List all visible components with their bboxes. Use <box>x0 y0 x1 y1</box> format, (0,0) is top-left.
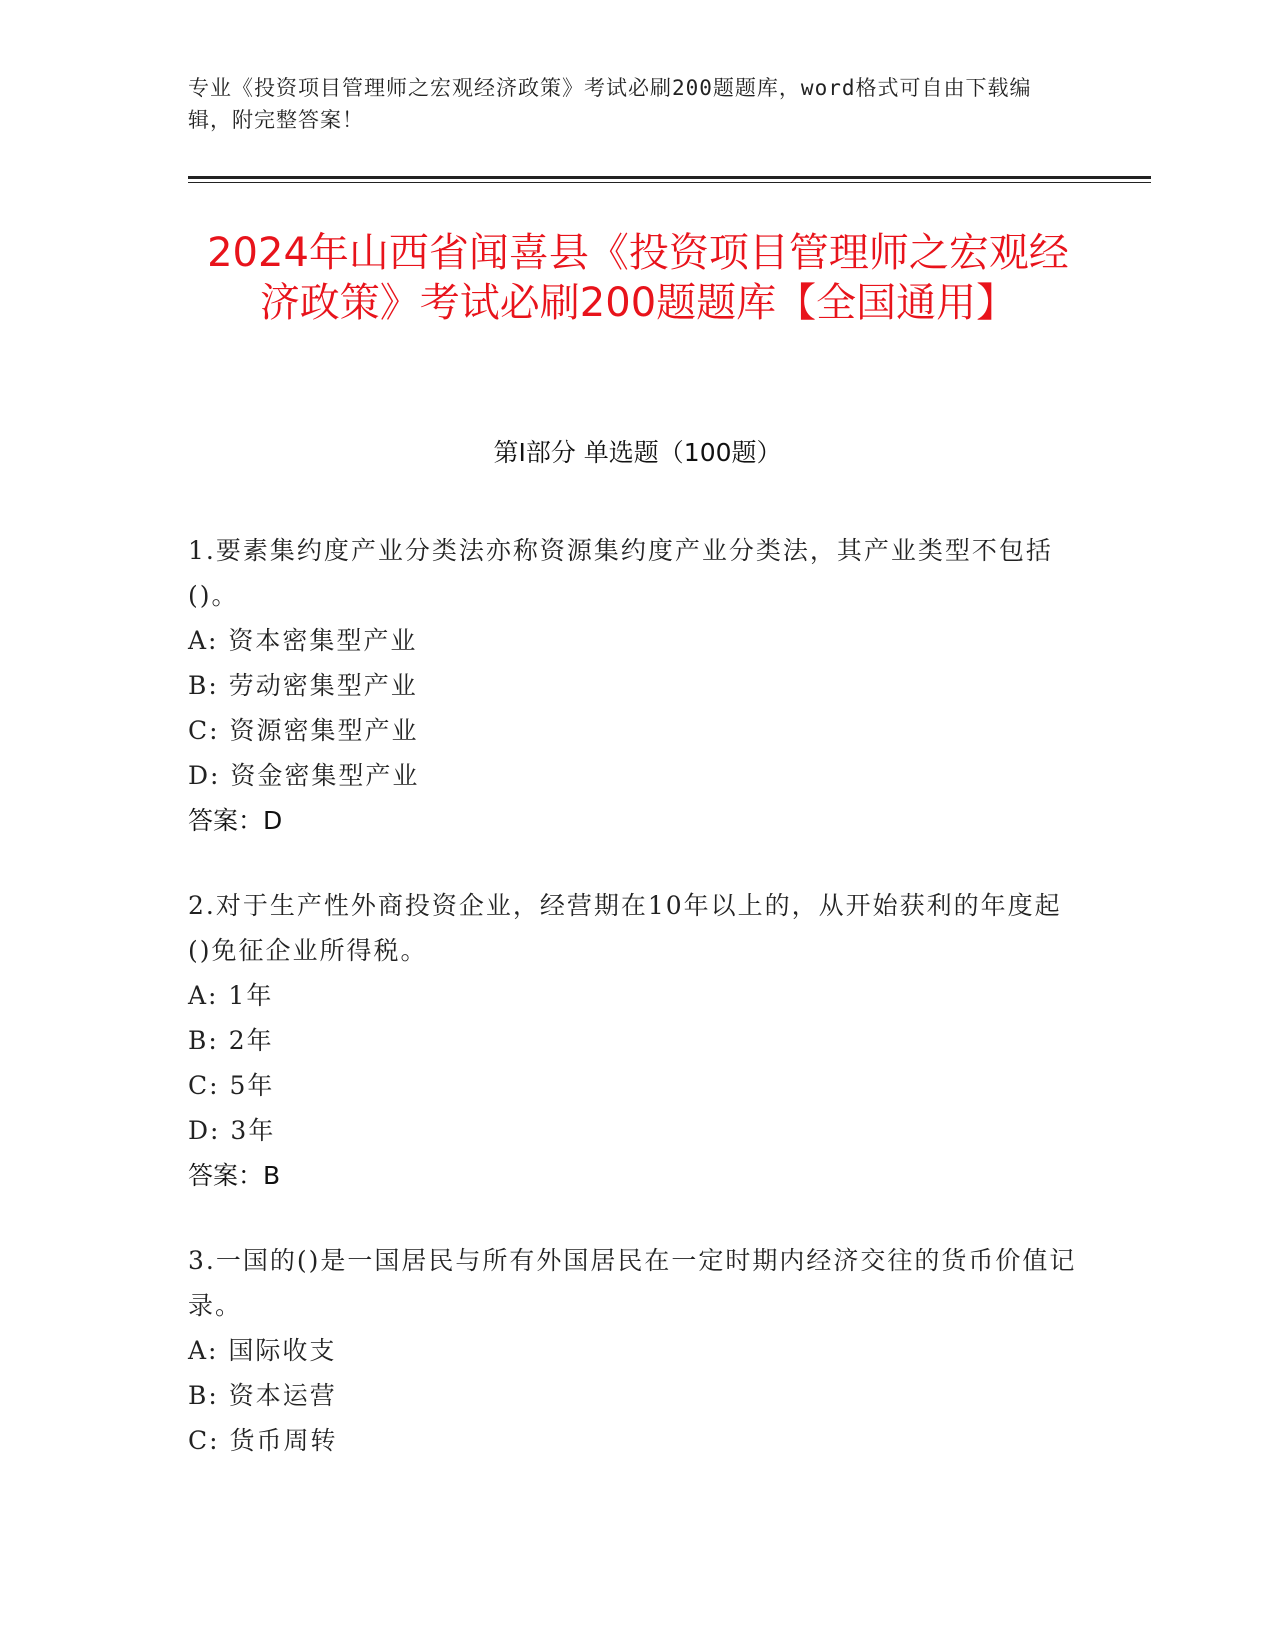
option-b: B: 劳动密集型产业 <box>188 671 418 700</box>
question-list <box>188 528 1078 1503</box>
answer-label: 答案：D <box>188 806 283 835</box>
section-heading: 第Ⅰ部分 单选题（100题） <box>493 438 782 467</box>
option-c: C: 5年 <box>188 1071 275 1100</box>
question-stem: 2.对于生产性外商投资企业，经营期在10年以上的，从开始获利的年度起()免征企业所得税。 <box>188 891 1062 965</box>
option-d: D: 资金密集型产业 <box>188 761 420 790</box>
option-a: A: 1年 <box>188 981 274 1010</box>
question-1 <box>188 528 1078 843</box>
question-2 <box>188 883 1078 1198</box>
question-stem: 3.一国的()是一国居民与所有外国居民在一定时期内经济交往的货币价值记录。 <box>188 1246 1077 1320</box>
answer-label: 答案：B <box>188 1161 281 1190</box>
header-note: 专业《投资项目管理师之宏观经济政策》考试必刷200题题库，word格式可自由下载编辑，附完整答案！ <box>188 76 1032 132</box>
option-d: D: 3年 <box>188 1116 276 1145</box>
header-rule-thin <box>188 182 1151 183</box>
option-b: B: 资本运营 <box>188 1381 337 1410</box>
document-title: 2024年山西省闻喜县《投资项目管理师之宏观经济政策》考试必刷200题题库【全国通用】 <box>207 230 1069 326</box>
question-3 <box>188 1238 1078 1463</box>
header-rule-thick <box>188 176 1151 179</box>
question-stem: 1.要素集约度产业分类法亦称资源集约度产业分类法，其产业类型不包括()。 <box>188 536 1053 610</box>
option-c: C: 货币周转 <box>188 1426 338 1455</box>
option-a: A: 国际收支 <box>188 1336 337 1365</box>
option-a: A: 资本密集型产业 <box>188 626 418 655</box>
option-b: B: 2年 <box>188 1026 274 1055</box>
option-c: C: 资源密集型产业 <box>188 716 419 745</box>
